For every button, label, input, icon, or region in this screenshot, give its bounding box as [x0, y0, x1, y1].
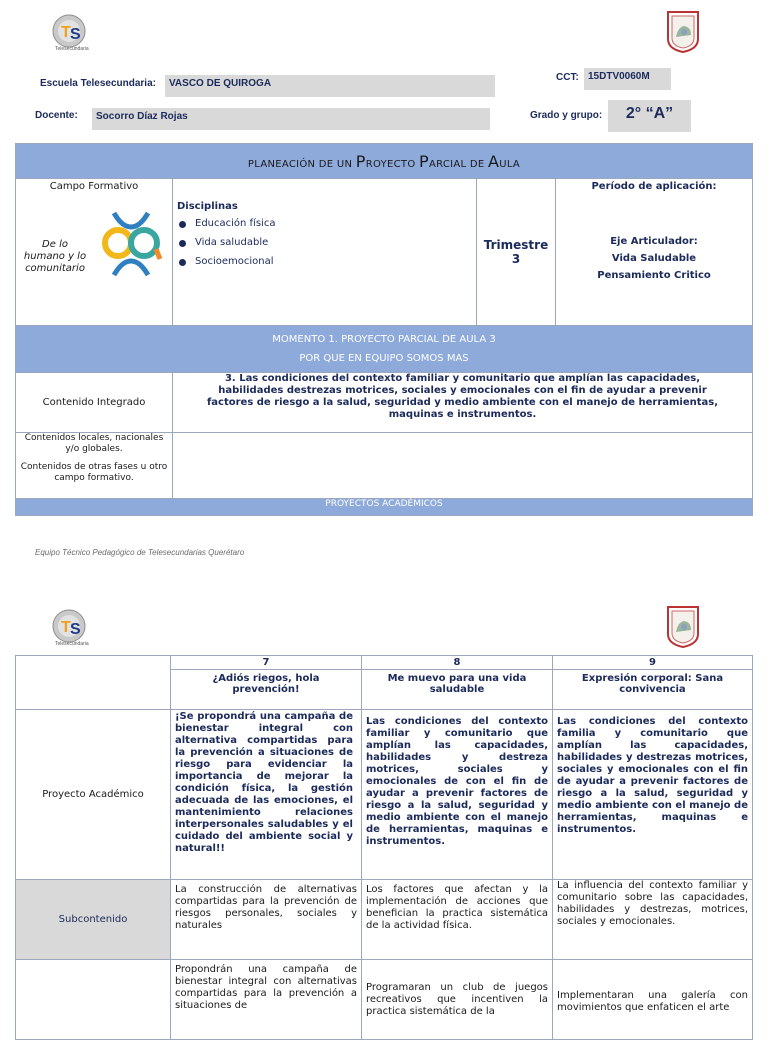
periodo-label: Período de aplicación: [591, 181, 717, 192]
eje-item: Vida Saludable [611, 253, 697, 264]
svg-text:Telesecundaria: Telesecundaria [55, 641, 89, 647]
project-number: 8 [362, 656, 553, 670]
row3-cell: Programaran un club de juegos recreativos que incentiven la practica sistemática de la [362, 960, 553, 1040]
planning-title: PLANEACIÓN DE UN PROYECTO PARCIAL DE AULA [16, 144, 753, 179]
contenido-label: Contenido Integrado [16, 373, 173, 433]
proyecto-academico-label: Proyecto Académico [16, 710, 171, 880]
momento-cell [16, 326, 753, 373]
subcontenido-cell: La influencia del contexto familiar y comunitario sobre las capacidades, habilidades y destrezas, motrices, sociales y emocionales. [553, 880, 753, 960]
row3-cell: Implementaran una galería con movimientos que enfaticen el arte [553, 960, 753, 1040]
cct-field: 15DTV0060M [584, 68, 671, 90]
disciplina-item: Educación física [195, 218, 472, 229]
project-title: Me muevo para una vida saludable [362, 670, 553, 710]
grado-field: 2° “A” [608, 100, 691, 132]
periodo-cell [556, 179, 753, 326]
telesecundaria-logo [49, 607, 93, 647]
disciplina-item: Vida saludable [195, 237, 472, 248]
momento-title: MOMENTO 1. PROYECTO PARCIAL DE AULA 3 [272, 334, 496, 345]
grado-label: Grado y grupo: [530, 110, 603, 121]
proyecto-academico-cell: Las condiciones del contexto familia y comunitario que amplían las capacidades, habilidades y destrezas motrices, sociales y emocionales con el fin de ayudar a prevenir factores de riesgo a la salud, seguridad y medio ambiente con el manejo de herramientas, maquinas e instrumentos. [553, 710, 753, 880]
escuela-label: Escuela Telesecundaria: [40, 78, 156, 89]
svg-text:S: S [70, 26, 81, 43]
docente-field: Socorro Díaz Rojas [92, 108, 490, 130]
campo-cell [16, 179, 173, 326]
projects-table [15, 655, 753, 1040]
trimestre-cell: Trimestre 3 [477, 179, 556, 326]
disciplinas-label: Disciplinas [177, 201, 238, 212]
otras-fases-label: Contenidos de otras fases u otro campo formativo. [20, 462, 168, 483]
row3-label [16, 960, 171, 1040]
momento-subtitle: POR QUE EN EQUIPO SOMOS MAS [299, 353, 469, 364]
eje-item: Pensamiento Critico [597, 270, 711, 281]
eje-label: Eje Articulador: [610, 236, 698, 247]
row3-cell: Propondrán una campaña de bienestar integral con alternativas compartidas para la prevención a situaciones de [171, 960, 362, 1040]
docente-label: Docente: [35, 110, 78, 121]
footer-text: Equipo Técnico Pedagógico de Telesecundarias Querétaro [35, 548, 245, 557]
escuela-field: VASCO DE QUIROGA [165, 75, 495, 97]
campo-formativo-icon [100, 207, 162, 284]
state-seal-logo [664, 9, 702, 53]
state-seal-logo [664, 604, 702, 648]
subcontenido-cell: Los factores que afectan y la implementación de acciones que benefician la practica sistemática de la actividad física. [362, 880, 553, 960]
subcontenido-label: Subcontenido [16, 880, 171, 960]
locales-label: Contenidos locales, nacionales y/o globales. [24, 433, 164, 454]
project-number: 7 [171, 656, 362, 670]
telesecundaria-logo [49, 12, 93, 52]
disciplina-item: Socioemocional [195, 256, 472, 267]
campo-label: Campo Formativo [49, 181, 139, 192]
planning-table [15, 143, 753, 516]
proyecto-academico-cell: ¡Se propondrá una campaña de bienestar integral con alternativa compartidas para la prevención a situaciones de riesgo para evidenciar la importancia de mejorar la condición física, la gestión adecuada de las emociones, el mantenimiento relaciones interpersonales saludables y el cuidado del ambiente social y natural!! [171, 710, 362, 880]
contenidos-empty [173, 433, 753, 499]
svg-text:Telesecundaria: Telesecundaria [55, 46, 89, 52]
svg-text:T: T [61, 24, 71, 41]
cct-label: CCT: [556, 72, 579, 83]
project-number: 9 [553, 656, 753, 670]
project-title: Expresión corporal: Sana convivencia [553, 670, 753, 710]
project-title: ¿Adiós riegos, hola prevención! [171, 670, 362, 710]
proyecto-academico-cell: Las condiciones del contexto familiar y comunitario que amplían las capacidades, habilidades y destreza motrices, sociales y emocionales de con el fin de ayudar a prevenir factores de riesgo a la salud, seguridad y medio ambiente con el manejo de herramientas, maquinas e instrumentos. [362, 710, 553, 880]
projects-corner [16, 656, 171, 710]
disciplinas-cell [173, 179, 477, 326]
campo-name: De lo humano y lo comunitario [23, 239, 87, 274]
svg-text:T: T [61, 619, 71, 636]
contenido-text: 3. Las condiciones del contexto familiar y comunitario que amplían las capacidades, habilidades destrezas motrices, sociales y emocionales con el fin de ayudar a prevenir factores de riesgo a la salud, seguridad y medio ambiente con el manejo de herramientas, maquinas e instrumentos. [173, 373, 753, 433]
contenidos-cell [16, 433, 173, 499]
proyectos-banner: PROYECTOS ACADÉMICOS [16, 499, 753, 516]
subcontenido-cell: La construcción de alternativas compartidas para la prevención de riesgos personales, sociales y naturales [171, 880, 362, 960]
svg-text:S: S [70, 621, 81, 638]
